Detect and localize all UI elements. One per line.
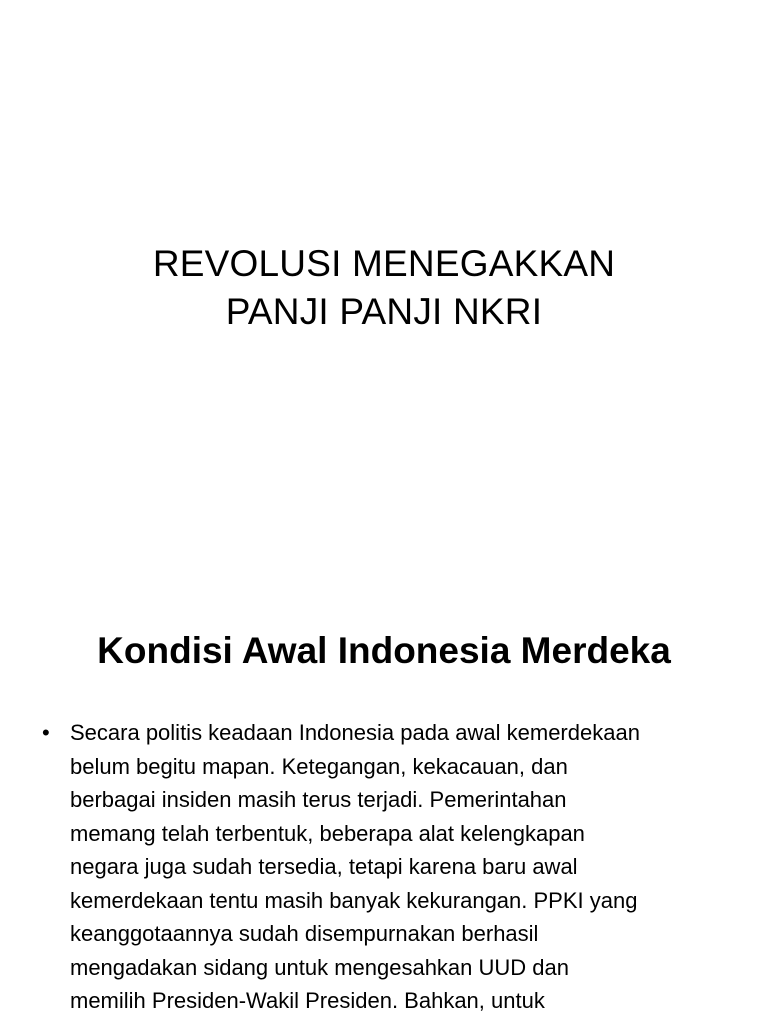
bullet-item (42, 716, 742, 1018)
bullet-list (42, 716, 742, 1018)
slide-title (0, 240, 768, 336)
paragraph-line-6: kemerdekaan tentu masih banyak kekurangan. PPKI yang (70, 887, 638, 913)
slide-title-line-2: PANJI PANJI NKRI (225, 291, 543, 332)
paragraph-line-7: keanggotaannya sudah disempurnakan berhasil (70, 921, 539, 946)
paragraph-line-9: memilih Presiden-Wakil Presiden. Bahkan, untuk (70, 988, 545, 1013)
paragraph-line-5: negara juga sudah tersedia, tetapi karena baru awal (70, 854, 578, 879)
paragraph-line-3: berbagai insiden masih terus terjadi. Pemerintahan (70, 787, 567, 812)
section-heading: Kondisi Awal Indonesia Merdeka (97, 630, 671, 671)
paragraph-line-1: Secara politis keadaan Indonesia pada awal kemerdekaan (70, 720, 640, 745)
slide-title-line-1: REVOLUSI MENEGAKKAN (152, 243, 616, 284)
paragraph-line-4: memang telah terbentuk, beberapa alat kelengkapan (70, 820, 585, 846)
paragraph-line-2: belum begitu mapan. Ketegangan, kekacauan, dan (70, 753, 568, 779)
paragraph-line-8: mengadakan sidang untuk mengesahkan UUD dan (70, 954, 569, 980)
bullet-icon: • (42, 720, 50, 745)
